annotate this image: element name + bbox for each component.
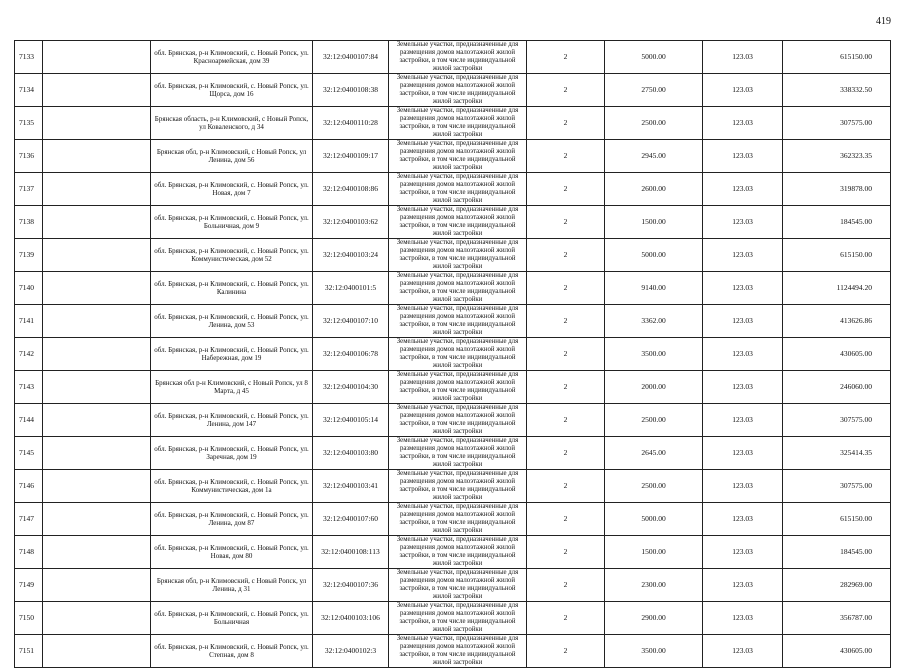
cell-cadastral-number: 32:12:0400108:38 [313,74,389,107]
cell-group: 2 [527,173,605,206]
table-row [15,569,891,602]
cell-address: Брянская обл, р-н Климовский, с Новый Ропск, ул Ленина, дом 56 [151,140,313,173]
cell-cadastral-number: 32:12:0400103:41 [313,470,389,503]
cell-group: 2 [527,536,605,569]
cell-land-purpose: Земельные участки, предназначенные для размещения домов малоэтажной жилой застройки, в том числе индивидуальной жилой застройки [389,74,527,107]
cell-land-purpose: Земельные участки, предназначенные для размещения домов малоэтажной жилой застройки, в том числе индивидуальной жилой застройки [389,239,527,272]
cell-area: 3500.00 [605,635,703,668]
cell-cadastral-number: 32:12:0400106:78 [313,338,389,371]
cell-land-purpose: Земельные участки, предназначенные для размещения домов малоэтажной жилой застройки, в том числе индивидуальной жилой застройки [389,635,527,668]
cell-address: обл. Брянская, р-н Климовский, с. Новый Ропск, ул. Коммунистическая, дом 1а [151,470,313,503]
cell-cadastral-value: 325414.35 [783,437,891,470]
cell-area: 2600.00 [605,173,703,206]
cell-area: 5000.00 [605,503,703,536]
cell-empty [43,371,151,404]
cell-address: обл. Брянская, р-н Климовский, с. Новый Ропск, ул. Красноармейская, дом 39 [151,41,313,74]
table-row [15,239,891,272]
cell-cadastral-number: 32:12:0400107:60 [313,503,389,536]
cell-cadastral-value: 307575.00 [783,107,891,140]
cell-empty [43,338,151,371]
cell-land-purpose: Земельные участки, предназначенные для размещения домов малоэтажной жилой застройки, в том числе индивидуальной жилой застройки [389,173,527,206]
cell-cadastral-value: 356787.00 [783,602,891,635]
cell-group: 2 [527,239,605,272]
table-row [15,536,891,569]
cell-cadastral-number: 32:12:0400103:62 [313,206,389,239]
cell-empty [43,437,151,470]
cell-row-number: 7133 [15,41,43,74]
cell-area: 2500.00 [605,107,703,140]
table-row [15,404,891,437]
cell-address: обл. Брянская, р-н Климовский, с. Новый Ропск, ул. Заречная, дом 19 [151,437,313,470]
cell-land-purpose: Земельные участки, предназначенные для размещения домов малоэтажной жилой застройки, в том числе индивидуальной жилой застройки [389,437,527,470]
table-row [15,602,891,635]
cell-specific-value: 123.03 [703,206,783,239]
cell-empty [43,602,151,635]
cell-cadastral-number: 32:12:0400109:17 [313,140,389,173]
cell-address: обл. Брянская, р-н Климовский, с. Новый Ропск, ул. Коммунистическая, дом 52 [151,239,313,272]
cell-specific-value: 123.03 [703,41,783,74]
cell-row-number: 7136 [15,140,43,173]
cell-row-number: 7141 [15,305,43,338]
table-body [15,41,891,668]
cell-group: 2 [527,305,605,338]
cell-empty [43,635,151,668]
cell-cadastral-number: 32:12:0400101:5 [313,272,389,305]
cell-land-purpose: Земельные участки, предназначенные для размещения домов малоэтажной жилой застройки, в том числе индивидуальной жилой застройки [389,305,527,338]
cell-row-number: 7135 [15,107,43,140]
cell-cadastral-value: 307575.00 [783,470,891,503]
cell-land-purpose: Земельные участки, предназначенные для размещения домов малоэтажной жилой застройки, в том числе индивидуальной жилой застройки [389,272,527,305]
table-row [15,371,891,404]
cell-cadastral-number: 32:12:0400110:28 [313,107,389,140]
cell-specific-value: 123.03 [703,338,783,371]
cell-land-purpose: Земельные участки, предназначенные для размещения домов малоэтажной жилой застройки, в том числе индивидуальной жилой застройки [389,107,527,140]
cell-cadastral-number: 32:12:0400108:113 [313,536,389,569]
cell-specific-value: 123.03 [703,305,783,338]
cell-cadastral-number: 32:12:0400102:3 [313,635,389,668]
table-row [15,74,891,107]
cell-group: 2 [527,272,605,305]
cell-cadastral-value: 282969.00 [783,569,891,602]
cell-group: 2 [527,206,605,239]
cell-empty [43,173,151,206]
cell-land-purpose: Земельные участки, предназначенные для размещения домов малоэтажной жилой застройки, в том числе индивидуальной жилой застройки [389,338,527,371]
cell-group: 2 [527,41,605,74]
cell-cadastral-value: 430605.00 [783,338,891,371]
cell-area: 1500.00 [605,206,703,239]
cell-address: обл. Брянская, р-н Климовский, с. Новый Ропск, ул. Калинина [151,272,313,305]
cell-address: Брянская область, р-н Климовский, с Новый Ропск, ул Коваленского, д 34 [151,107,313,140]
cell-group: 2 [527,371,605,404]
cell-empty [43,239,151,272]
cell-area: 9140.00 [605,272,703,305]
cell-cadastral-value: 184545.00 [783,206,891,239]
cell-area: 2900.00 [605,602,703,635]
cell-specific-value: 123.03 [703,536,783,569]
cell-cadastral-value: 1124494.20 [783,272,891,305]
cell-row-number: 7150 [15,602,43,635]
cell-area: 2000.00 [605,371,703,404]
cell-row-number: 7138 [15,206,43,239]
cell-specific-value: 123.03 [703,404,783,437]
table-row [15,107,891,140]
cell-row-number: 7139 [15,239,43,272]
cell-group: 2 [527,140,605,173]
table-row [15,437,891,470]
cell-land-purpose: Земельные участки, предназначенные для размещения домов малоэтажной жилой застройки, в том числе индивидуальной жилой застройки [389,371,527,404]
cell-row-number: 7147 [15,503,43,536]
cell-specific-value: 123.03 [703,635,783,668]
cell-specific-value: 123.03 [703,437,783,470]
cell-cadastral-number: 32:12:0400108:86 [313,173,389,206]
cell-cadastral-value: 362323.35 [783,140,891,173]
cell-cadastral-number: 32:12:0400103:106 [313,602,389,635]
cell-address: обл. Брянская, р-н Климовский, с. Новый Ропск, ул. Больничная [151,602,313,635]
cell-address: обл. Брянская, р-н Климовский, с. Новый Ропск, ул. Новая, дом 80 [151,536,313,569]
cell-address: обл. Брянская, р-н Климовский, с. Новый Ропск, ул. Ленина, дом 87 [151,503,313,536]
cell-group: 2 [527,437,605,470]
cell-cadastral-number: 32:12:0400104:30 [313,371,389,404]
cell-area: 2300.00 [605,569,703,602]
table-row [15,173,891,206]
cell-specific-value: 123.03 [703,470,783,503]
table-row [15,470,891,503]
cell-cadastral-number: 32:12:0400107:36 [313,569,389,602]
cell-row-number: 7134 [15,74,43,107]
cell-cadastral-value: 307575.00 [783,404,891,437]
cell-land-purpose: Земельные участки, предназначенные для размещения домов малоэтажной жилой застройки, в том числе индивидуальной жилой застройки [389,140,527,173]
cell-group: 2 [527,107,605,140]
table-row [15,635,891,668]
cell-group: 2 [527,404,605,437]
cell-group: 2 [527,569,605,602]
cell-empty [43,272,151,305]
cell-area: 3362.00 [605,305,703,338]
cell-specific-value: 123.03 [703,74,783,107]
cell-empty [43,140,151,173]
cell-row-number: 7149 [15,569,43,602]
cell-land-purpose: Земельные участки, предназначенные для размещения домов малоэтажной жилой застройки, в том числе индивидуальной жилой застройки [389,206,527,239]
cell-empty [43,536,151,569]
page-number: 419 [876,16,891,27]
cell-address: Брянская обл р-н Климовский, с Новый Ропск, ул 8 Марта, д 45 [151,371,313,404]
cadastral-value-table [14,40,891,668]
cell-cadastral-number: 32:12:0400107:10 [313,305,389,338]
cell-area: 5000.00 [605,41,703,74]
cell-cadastral-value: 246060.00 [783,371,891,404]
cell-area: 2500.00 [605,404,703,437]
cell-address: обл. Брянская, р-н Климовский, с. Новый Ропск, ул. Щорса, дом 16 [151,74,313,107]
cell-area: 1500.00 [605,536,703,569]
cell-specific-value: 123.03 [703,371,783,404]
cell-empty [43,470,151,503]
cell-area: 2645.00 [605,437,703,470]
cell-land-purpose: Земельные участки, предназначенные для размещения домов малоэтажной жилой застройки, в том числе индивидуальной жилой застройки [389,536,527,569]
cell-row-number: 7145 [15,437,43,470]
table-row [15,206,891,239]
cell-land-purpose: Земельные участки, предназначенные для размещения домов малоэтажной жилой застройки, в том числе индивидуальной жилой застройки [389,404,527,437]
cell-row-number: 7137 [15,173,43,206]
cell-specific-value: 123.03 [703,173,783,206]
cell-empty [43,404,151,437]
cell-cadastral-value: 430605.00 [783,635,891,668]
table-row [15,272,891,305]
cell-empty [43,305,151,338]
cell-cadastral-value: 615150.00 [783,503,891,536]
cell-area: 2500.00 [605,470,703,503]
cell-specific-value: 123.03 [703,140,783,173]
cell-cadastral-value: 319878.00 [783,173,891,206]
cell-empty [43,74,151,107]
cell-group: 2 [527,338,605,371]
cell-row-number: 7146 [15,470,43,503]
table-row [15,41,891,74]
cell-cadastral-value: 184545.00 [783,536,891,569]
cell-empty [43,107,151,140]
table-row [15,140,891,173]
cell-empty [43,569,151,602]
cell-specific-value: 123.03 [703,272,783,305]
cell-area: 2750.00 [605,74,703,107]
cell-area: 3500.00 [605,338,703,371]
cell-land-purpose: Земельные участки, предназначенные для размещения домов малоэтажной жилой застройки, в том числе индивидуальной жилой застройки [389,569,527,602]
cell-specific-value: 123.03 [703,602,783,635]
cell-address: обл. Брянская, р-н Климовский, с. Новый Ропск, ул. Набережная, дом 19 [151,338,313,371]
cell-area: 5000.00 [605,239,703,272]
cell-row-number: 7143 [15,371,43,404]
cell-group: 2 [527,74,605,107]
table-row [15,338,891,371]
cell-cadastral-value: 413626.86 [783,305,891,338]
cell-address: обл. Брянская, р-н Климовский, с. Новый Ропск, ул. Больничная, дом 9 [151,206,313,239]
cell-empty [43,41,151,74]
cell-address: Брянская обл, р-н Климовский, с Новый Ропск, ул Ленина, д 31 [151,569,313,602]
cell-cadastral-number: 32:12:0400103:80 [313,437,389,470]
cell-empty [43,206,151,239]
cell-group: 2 [527,470,605,503]
cell-group: 2 [527,635,605,668]
cell-row-number: 7144 [15,404,43,437]
cell-group: 2 [527,602,605,635]
cell-cadastral-value: 615150.00 [783,41,891,74]
cell-cadastral-number: 32:12:0400105:14 [313,404,389,437]
cell-address: обл. Брянская, р-н Климовский, с. Новый Ропск, ул. Ленина, дом 147 [151,404,313,437]
cell-cadastral-value: 615150.00 [783,239,891,272]
cell-specific-value: 123.03 [703,569,783,602]
cell-specific-value: 123.03 [703,107,783,140]
cell-land-purpose: Земельные участки, предназначенные для размещения домов малоэтажной жилой застройки, в том числе индивидуальной жилой застройки [389,41,527,74]
cell-land-purpose: Земельные участки, предназначенные для размещения домов малоэтажной жилой застройки, в том числе индивидуальной жилой застройки [389,503,527,536]
cell-cadastral-value: 338332.50 [783,74,891,107]
cell-row-number: 7151 [15,635,43,668]
cell-row-number: 7148 [15,536,43,569]
cell-row-number: 7140 [15,272,43,305]
cell-land-purpose: Земельные участки, предназначенные для размещения домов малоэтажной жилой застройки, в том числе индивидуальной жилой застройки [389,470,527,503]
cell-empty [43,503,151,536]
cell-address: обл. Брянская, р-н Климовский, с. Новый Ропск, ул. Ленина, дом 53 [151,305,313,338]
table-row [15,503,891,536]
cell-specific-value: 123.03 [703,239,783,272]
cell-land-purpose: Земельные участки, предназначенные для размещения домов малоэтажной жилой застройки, в том числе индивидуальной жилой застройки [389,602,527,635]
cell-cadastral-number: 32:12:0400107:84 [313,41,389,74]
table-row [15,305,891,338]
cell-address: обл. Брянская, р-н Климовский, с. Новый Ропск, ул. Новая, дом 7 [151,173,313,206]
cell-area: 2945.00 [605,140,703,173]
cell-specific-value: 123.03 [703,503,783,536]
cell-cadastral-number: 32:12:0400103:24 [313,239,389,272]
cell-address: обл. Брянская, р-н Климовский, с. Новый Ропск, ул. Степная, дом 8 [151,635,313,668]
cell-group: 2 [527,503,605,536]
cell-row-number: 7142 [15,338,43,371]
